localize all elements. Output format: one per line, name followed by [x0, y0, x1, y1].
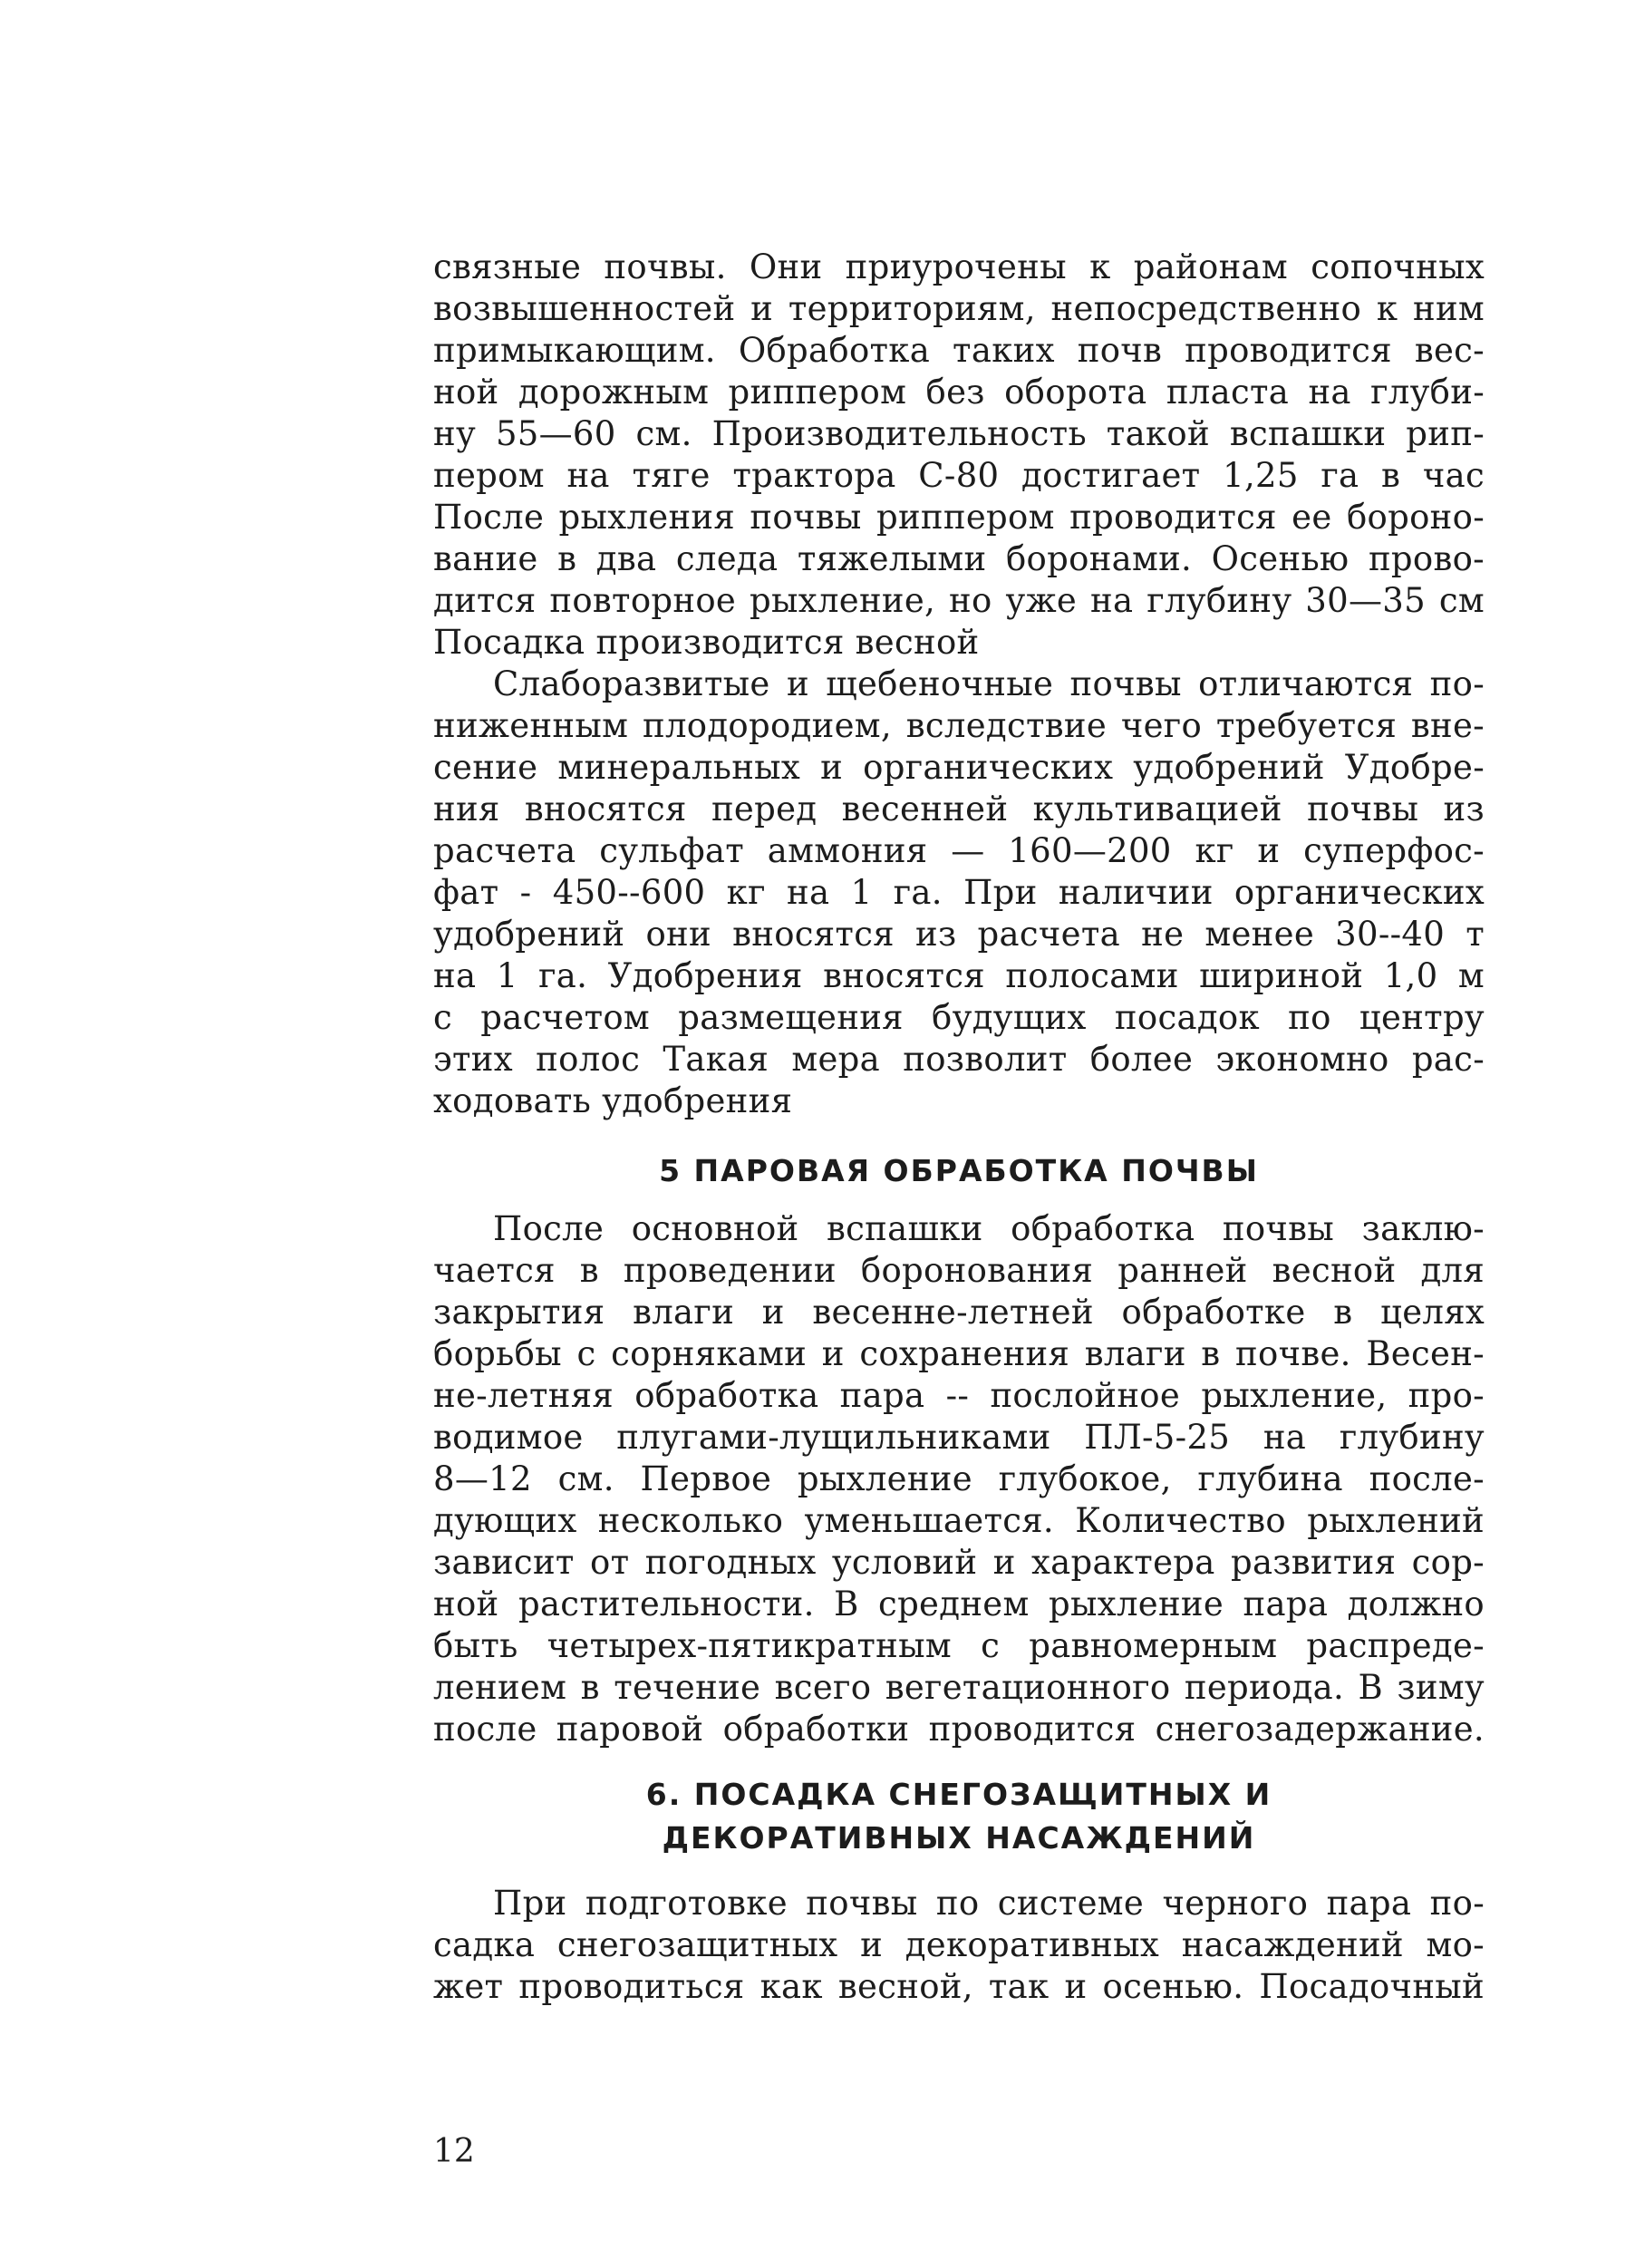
- text-line: закрытия влаги и весенне-летней обработке в целях: [433, 1293, 1485, 1332]
- text-line: фат - 450--600 кг на 1 га. При наличии органических: [433, 873, 1485, 912]
- page-number: 12: [433, 2133, 475, 2170]
- text-line: После основной вспашки обработка почвы заклю-: [493, 1209, 1485, 1248]
- text-line: не-летняя обработка пара -- послойное рыхление, про-: [433, 1376, 1485, 1415]
- section-heading-6-line1: 6. ПОСАДКА СНЕГОЗАЩИТНЫХ И: [645, 1777, 1272, 1812]
- text-line: после паровой обработки проводится снегозадержание.: [433, 1710, 1485, 1749]
- text-line: жет проводиться как весной, так и осенью. Посадочный: [433, 1967, 1485, 2006]
- section-heading-5: 5 ПАРОВАЯ ОБРАБОТКА ПОЧВЫ: [659, 1153, 1259, 1188]
- text-line: садка снегозащитных и декоративных насаждений мо-: [433, 1925, 1485, 1964]
- text-line: ниженным плодородием, вследствие чего требуется вне-: [433, 706, 1485, 745]
- text-line: дующих несколько уменьшается. Количество рыхлений: [433, 1501, 1485, 1540]
- text-line: чается в проведении боронования ранней весной для: [433, 1251, 1485, 1290]
- text-line: сение минеральных и органических удобрений Удобре-: [433, 748, 1485, 787]
- text-line: После рыхления почвы риппером проводится ее бороно-: [433, 498, 1485, 537]
- section-heading-6-line2: ДЕКОРАТИВНЫХ НАСАЖДЕНИЙ: [662, 1820, 1256, 1856]
- text-line: вание в два следа тяжелыми боронами. Осенью прово-: [433, 539, 1485, 578]
- text-line: расчета сульфат аммония — 160—200 кг и суперфос-: [433, 831, 1485, 870]
- text-line: на 1 га. Удобрения вносятся полосами шириной 1,0 м: [433, 956, 1485, 995]
- text-line: удобрений они вносятся из расчета не менее 30--40 т: [433, 915, 1485, 954]
- text-line: лением в течение всего вегетационного периода. В зиму: [433, 1668, 1485, 1707]
- text-line: пером на тяге трактора С-80 достигает 1,25 га в час: [433, 456, 1485, 495]
- paragraph-planting: [433, 1883, 1485, 2008]
- text-line: При подготовке почвы по системе черного пара по-: [493, 1884, 1485, 1923]
- text-line: ной растительности. В среднем рыхление пара должно: [433, 1585, 1485, 1623]
- text-line: ходовать удобрения: [433, 1081, 793, 1120]
- text-line: борьбы с сорняками и сохранения влаги в почве. Весен-: [433, 1334, 1485, 1373]
- text-line: быть четырех-пятикратным с равномерным распреде-: [433, 1626, 1485, 1665]
- paragraph-fallow-treatment: [433, 1208, 1485, 1750]
- text-line: ной дорожным риппером без оборота пласта на глуби-: [433, 373, 1485, 412]
- text-line: этих полос Такая мера позволит более экономно рас-: [433, 1040, 1485, 1079]
- text-line: дится повторное рыхление, но уже на глубину 30—35 см: [433, 581, 1485, 620]
- paragraph-fertilizers: [433, 664, 1485, 1122]
- text-line: ния вносятся перед весенней культивацией почвы из: [433, 790, 1485, 829]
- text-line: зависит от погодных условий и характера развития сор-: [433, 1543, 1485, 1582]
- text-line: Посадка производится весной: [433, 623, 980, 662]
- text-line: ну 55—60 см. Производительность такой вспашки рип-: [433, 414, 1485, 453]
- text-line: водимое плугами-лущильниками ПЛ-5-25 на глубину: [433, 1418, 1485, 1457]
- text-line: связные почвы. Они приурочены к районам сопочных: [433, 247, 1485, 286]
- text-line: возвышенностей и территориям, непосредственно к ним: [433, 289, 1485, 328]
- text-line: 8—12 см. Первое рыхление глубокое, глубина после-: [433, 1459, 1485, 1498]
- text-line: примыкающим. Обработка таких почв проводится вес-: [433, 331, 1485, 370]
- text-line: с расчетом размещения будущих посадок по центру: [433, 998, 1485, 1037]
- paragraph-rippers: [433, 247, 1485, 664]
- text-line: Слаборазвитые и щебеночные почвы отличаются по-: [493, 664, 1485, 703]
